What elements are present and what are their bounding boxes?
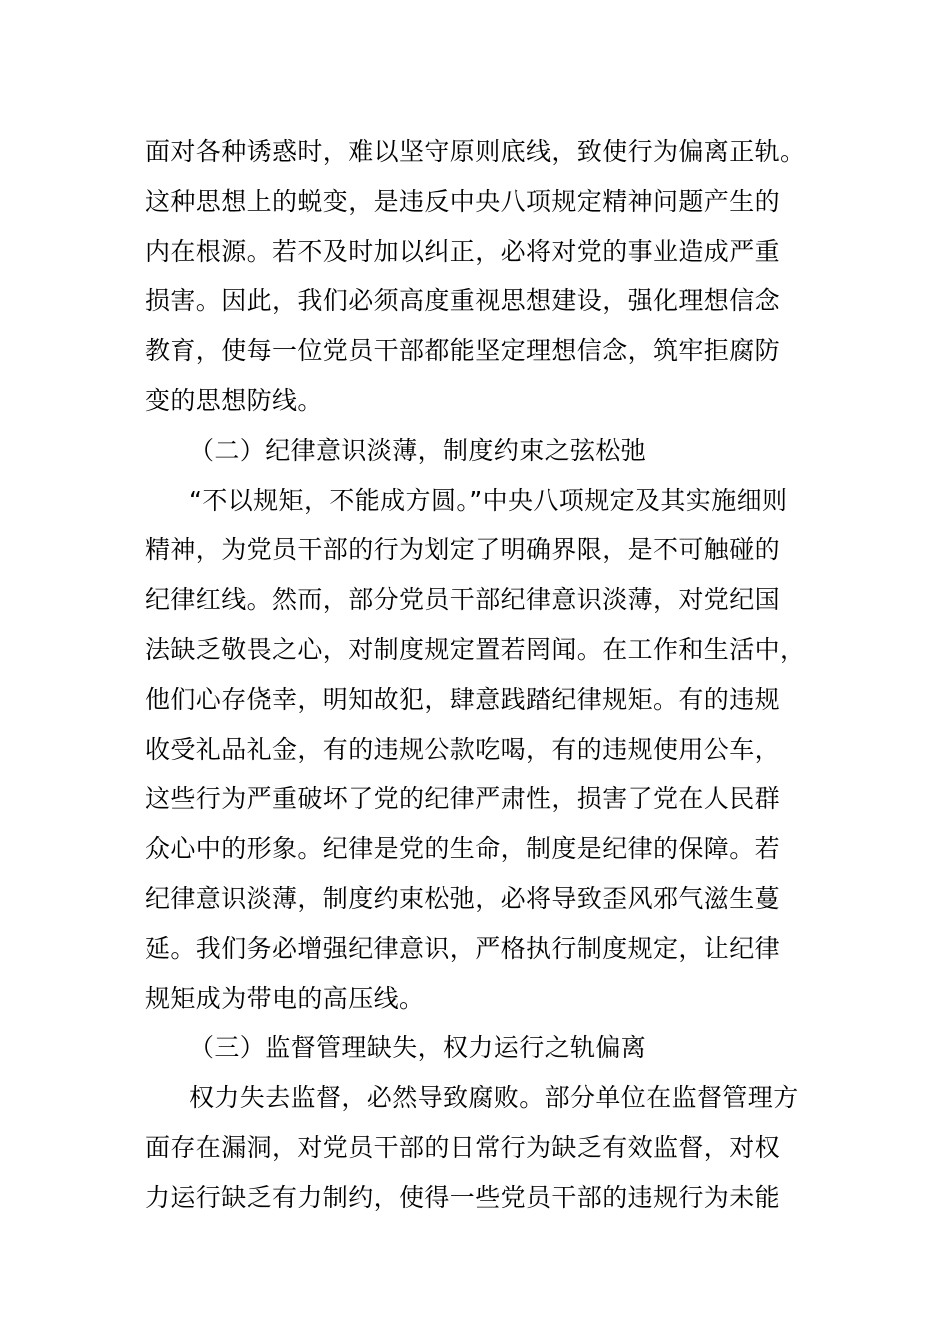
body-line: 这种思想上的蜕变，是违反中央八项规定精神问题产生的 <box>145 186 781 216</box>
section-heading-2: （二）纪律意识淡薄，制度约束之弦松弛 <box>189 435 647 465</box>
body-line: 面对各种诱惑时，难以坚守原则底线，致使行为偏离正轨。 <box>145 137 806 166</box>
body-line: 纪律意识淡薄，制度约束松弛，必将导致歪风邪气滋生蔓 <box>145 883 781 913</box>
body-line: 法缺乏敬畏之心，对制度规定置若罔闻。在工作和生活中， <box>145 634 806 664</box>
body-line: 力运行缺乏有力制约，使得一些党员干部的违规行为未能 <box>145 1182 781 1212</box>
body-line: 延。我们务必增强纪律意识，严格执行制度规定，让纪律 <box>145 933 781 963</box>
body-line: 他们心存侥幸，明知故犯，肆意践踏纪律规矩。有的违规 <box>145 684 781 714</box>
body-line: 收受礼品礼金，有的违规公款吃喝，有的违规使用公车， <box>145 734 781 764</box>
paragraph-first-line: “不以规矩，不能成方圆。”中央八项规定及其实施细则 <box>189 485 788 515</box>
document-body <box>145 127 810 1223</box>
body-line: 内在根源。若不及时加以纠正，必将对党的事业造成严重 <box>145 236 781 266</box>
section-heading-3: （三）监督管理缺失，权力运行之轨偏离 <box>189 1033 647 1063</box>
body-line: 面存在漏洞，对党员干部的日常行为缺乏有效监督，对权 <box>145 1132 781 1162</box>
body-line: 教育，使每一位党员干部都能坚定理想信念，筑牢拒腐防 <box>145 336 781 366</box>
body-line: 变的思想防线。 <box>145 385 323 415</box>
body-line: 纪律红线。然而，部分党员干部纪律意识淡薄，对党纪国 <box>145 585 781 615</box>
paragraph-first-line: 权力失去监督，必然导致腐败。部分单位在监督管理方 <box>189 1083 799 1113</box>
body-line: 这些行为严重破坏了党的纪律严肃性，损害了党在人民群 <box>145 784 781 814</box>
body-line: 精神，为党员干部的行为划定了明确界限，是不可触碰的 <box>145 535 781 565</box>
body-line: 规矩成为带电的高压线。 <box>145 983 425 1013</box>
body-line: 众心中的形象。纪律是党的生命，制度是纪律的保障。若 <box>145 834 781 864</box>
body-line: 损害。因此，我们必须高度重视思想建设，强化理想信念 <box>145 286 781 316</box>
